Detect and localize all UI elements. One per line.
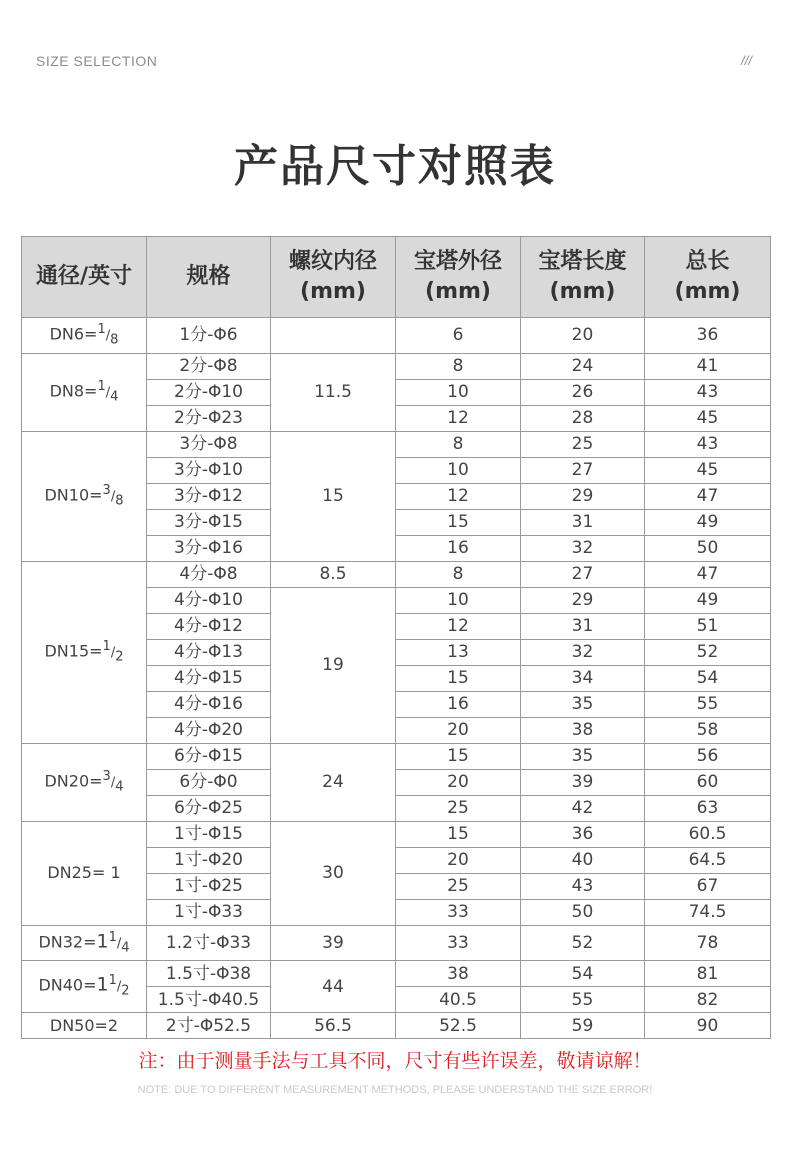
spec-cell: 1.5寸-Φ40.5 bbox=[147, 987, 271, 1013]
fraction-slash: / bbox=[110, 489, 116, 505]
barb-outer-diameter-cell: 12 bbox=[396, 613, 521, 639]
barb-length-cell: 36 bbox=[521, 821, 645, 847]
dn-whole: 1 bbox=[96, 929, 109, 952]
thread-inner-diameter-cell: 30 bbox=[271, 821, 396, 925]
barb-length-cell: 35 bbox=[521, 743, 645, 769]
thread-inner-diameter-cell: 39 bbox=[271, 925, 396, 961]
total-length-cell: 43 bbox=[645, 379, 771, 405]
barb-outer-diameter-cell: 33 bbox=[396, 899, 521, 925]
fraction-slash: / bbox=[105, 328, 111, 344]
table-row bbox=[22, 925, 771, 961]
thread-inner-diameter-cell: 8.5 bbox=[271, 561, 396, 587]
header-label: 通径/英寸 bbox=[35, 264, 133, 289]
nominal-diameter-cell bbox=[22, 353, 147, 431]
header-cell bbox=[645, 237, 771, 318]
nominal-diameter-cell bbox=[22, 561, 147, 743]
table-row bbox=[22, 961, 771, 987]
barb-length-cell: 59 bbox=[521, 1013, 645, 1039]
barb-outer-diameter-cell: 15 bbox=[396, 665, 521, 691]
barb-length-cell: 31 bbox=[521, 613, 645, 639]
barb-outer-diameter-cell: 20 bbox=[396, 847, 521, 873]
note-chinese: 注：由于测量手法与工具不同，尺寸有些许误差，敬请谅解！ bbox=[138, 1050, 652, 1072]
barb-length-cell: 42 bbox=[521, 795, 645, 821]
spec-cell: 3分-Φ15 bbox=[147, 509, 271, 535]
header-cell bbox=[22, 237, 147, 318]
barb-outer-diameter-cell: 25 bbox=[396, 873, 521, 899]
barb-outer-diameter-cell: 15 bbox=[396, 743, 521, 769]
barb-length-cell: 50 bbox=[521, 899, 645, 925]
nominal-diameter-cell bbox=[22, 925, 147, 961]
spec-cell: 6分-Φ0 bbox=[147, 769, 271, 795]
spec-cell: 4分-Φ16 bbox=[147, 691, 271, 717]
header-unit: (mm) bbox=[674, 279, 741, 304]
dn-label: DN8= bbox=[49, 381, 98, 401]
decorative-mark: /// bbox=[741, 53, 752, 68]
spec-cell: 6分-Φ15 bbox=[147, 743, 271, 769]
header-cell bbox=[396, 237, 521, 318]
barb-outer-diameter-cell: 40.5 bbox=[396, 987, 521, 1013]
header-label: 宝塔外径 bbox=[413, 249, 502, 274]
table-row bbox=[22, 431, 771, 457]
nominal-diameter-cell bbox=[22, 1013, 147, 1039]
dn-label: DN50=2 bbox=[49, 1015, 119, 1035]
total-length-cell: 41 bbox=[645, 353, 771, 379]
page-title: 产品尺寸对照表 bbox=[234, 141, 556, 192]
fraction-denominator: 8 bbox=[110, 332, 119, 348]
total-length-cell: 49 bbox=[645, 509, 771, 535]
barb-outer-diameter-cell: 10 bbox=[396, 457, 521, 483]
fraction-denominator: 4 bbox=[115, 779, 124, 795]
total-length-cell: 36 bbox=[645, 318, 771, 354]
spec-cell: 1.2寸-Φ33 bbox=[147, 925, 271, 961]
total-length-cell: 74.5 bbox=[645, 899, 771, 925]
fraction-numerator: 3 bbox=[102, 768, 111, 784]
barb-length-cell: 31 bbox=[521, 509, 645, 535]
fraction-slash: / bbox=[110, 645, 116, 661]
total-length-cell: 58 bbox=[645, 717, 771, 743]
fraction-slash: / bbox=[116, 935, 122, 951]
dn-label: DN25= 1 bbox=[47, 863, 121, 883]
header-unit: (mm) bbox=[425, 279, 491, 304]
thread-inner-diameter-cell: 44 bbox=[271, 961, 396, 1013]
total-length-cell: 60 bbox=[645, 769, 771, 795]
spec-cell: 1寸-Φ15 bbox=[147, 821, 271, 847]
total-length-cell: 82 bbox=[645, 987, 771, 1013]
fraction-slash: / bbox=[110, 775, 116, 791]
barb-outer-diameter-cell: 12 bbox=[396, 483, 521, 509]
barb-outer-diameter-cell: 16 bbox=[396, 535, 521, 561]
spec-cell: 1寸-Φ20 bbox=[147, 847, 271, 873]
table-row bbox=[22, 821, 771, 847]
total-length-cell: 54 bbox=[645, 665, 771, 691]
spec-cell: 4分-Φ15 bbox=[147, 665, 271, 691]
barb-outer-diameter-cell: 20 bbox=[396, 717, 521, 743]
fraction-denominator: 4 bbox=[121, 940, 130, 956]
header-label: 宝塔长度 bbox=[538, 249, 627, 274]
thread-inner-diameter-cell: 56.5 bbox=[271, 1013, 396, 1039]
total-length-cell: 63 bbox=[645, 795, 771, 821]
table-header bbox=[22, 237, 771, 318]
barb-outer-diameter-cell: 15 bbox=[396, 509, 521, 535]
thread-inner-diameter-cell: 11.5 bbox=[271, 353, 396, 431]
total-length-cell: 43 bbox=[645, 431, 771, 457]
total-length-cell: 45 bbox=[645, 457, 771, 483]
barb-outer-diameter-cell: 52.5 bbox=[396, 1013, 521, 1039]
nominal-diameter-cell bbox=[22, 821, 147, 925]
barb-outer-diameter-cell: 8 bbox=[396, 431, 521, 457]
barb-length-cell: 39 bbox=[521, 769, 645, 795]
total-length-cell: 56 bbox=[645, 743, 771, 769]
barb-outer-diameter-cell: 38 bbox=[396, 961, 521, 987]
fraction-numerator: 1 bbox=[97, 378, 106, 394]
barb-outer-diameter-cell: 8 bbox=[396, 353, 521, 379]
nominal-diameter-cell bbox=[22, 743, 147, 821]
spec-cell: 1.5寸-Φ38 bbox=[147, 961, 271, 987]
total-length-cell: 47 bbox=[645, 561, 771, 587]
table-row bbox=[22, 1013, 771, 1039]
barb-outer-diameter-cell: 33 bbox=[396, 925, 521, 961]
spec-cell: 1分-Φ6 bbox=[147, 318, 271, 354]
fraction-numerator: 1 bbox=[97, 322, 106, 337]
barb-outer-diameter-cell: 13 bbox=[396, 639, 521, 665]
fraction-numerator: 1 bbox=[102, 638, 111, 654]
total-length-cell: 47 bbox=[645, 483, 771, 509]
header-unit: (mm) bbox=[300, 279, 366, 304]
barb-length-cell: 32 bbox=[521, 639, 645, 665]
barb-length-cell: 20 bbox=[521, 318, 645, 354]
fraction-denominator: 4 bbox=[110, 389, 119, 405]
barb-outer-diameter-cell: 12 bbox=[396, 405, 521, 431]
table-row bbox=[22, 353, 771, 379]
total-length-cell: 64.5 bbox=[645, 847, 771, 873]
spec-cell: 3分-Φ16 bbox=[147, 535, 271, 561]
table-row bbox=[22, 318, 771, 354]
barb-length-cell: 52 bbox=[521, 925, 645, 961]
total-length-cell: 50 bbox=[645, 535, 771, 561]
thread-inner-diameter-cell bbox=[271, 318, 396, 354]
barb-length-cell: 25 bbox=[521, 431, 645, 457]
barb-outer-diameter-cell: 10 bbox=[396, 379, 521, 405]
table-body bbox=[22, 318, 771, 1039]
nominal-diameter-cell bbox=[22, 318, 147, 354]
spec-cell: 4分-Φ8 bbox=[147, 561, 271, 587]
spec-cell: 3分-Φ8 bbox=[147, 431, 271, 457]
barb-length-cell: 26 bbox=[521, 379, 645, 405]
fraction-numerator: 1 bbox=[108, 929, 117, 945]
fraction-slash: / bbox=[116, 979, 122, 995]
spec-cell: 1寸-Φ25 bbox=[147, 873, 271, 899]
barb-length-cell: 40 bbox=[521, 847, 645, 873]
table-row bbox=[22, 561, 771, 587]
total-length-cell: 90 bbox=[645, 1013, 771, 1039]
dn-label: DN6= bbox=[49, 324, 98, 344]
barb-length-cell: 29 bbox=[521, 587, 645, 613]
header-label: 规格 bbox=[186, 264, 231, 289]
fraction-denominator: 2 bbox=[121, 983, 130, 999]
total-length-cell: 52 bbox=[645, 639, 771, 665]
spec-cell: 4分-Φ13 bbox=[147, 639, 271, 665]
size-table bbox=[21, 236, 771, 1039]
barb-length-cell: 24 bbox=[521, 353, 645, 379]
header-cell bbox=[147, 237, 271, 318]
spec-cell: 4分-Φ20 bbox=[147, 717, 271, 743]
barb-outer-diameter-cell: 25 bbox=[396, 795, 521, 821]
thread-inner-diameter-cell: 19 bbox=[271, 587, 396, 743]
nominal-diameter-cell bbox=[22, 961, 147, 1013]
fraction-numerator: 3 bbox=[102, 482, 111, 498]
barb-length-cell: 27 bbox=[521, 457, 645, 483]
header-row bbox=[22, 237, 771, 318]
total-length-cell: 49 bbox=[645, 587, 771, 613]
barb-length-cell: 43 bbox=[521, 873, 645, 899]
table-row bbox=[22, 743, 771, 769]
barb-length-cell: 32 bbox=[521, 535, 645, 561]
barb-length-cell: 29 bbox=[521, 483, 645, 509]
header-cell bbox=[521, 237, 645, 318]
header-cell bbox=[271, 237, 396, 318]
dn-label: DN40= bbox=[38, 975, 97, 995]
barb-outer-diameter-cell: 10 bbox=[396, 587, 521, 613]
dn-label: DN20= bbox=[44, 771, 103, 791]
spec-cell: 2分-Φ8 bbox=[147, 353, 271, 379]
dn-whole: 1 bbox=[96, 973, 109, 996]
total-length-cell: 51 bbox=[645, 613, 771, 639]
barb-outer-diameter-cell: 15 bbox=[396, 821, 521, 847]
dn-label: DN32= bbox=[38, 931, 97, 951]
fraction-numerator: 1 bbox=[108, 973, 117, 989]
barb-length-cell: 38 bbox=[521, 717, 645, 743]
spec-cell: 2分-Φ23 bbox=[147, 405, 271, 431]
nominal-diameter-cell bbox=[22, 431, 147, 561]
barb-length-cell: 34 bbox=[521, 665, 645, 691]
note-english: NOTE: DUE TO DIFFERENT MEASUREMENT METHODS, PLEASE UNDERSTAND THE SIZE ERROR! bbox=[137, 1084, 653, 1096]
header-label: 螺纹内径 bbox=[288, 249, 377, 274]
barb-length-cell: 35 bbox=[521, 691, 645, 717]
spec-cell: 4分-Φ10 bbox=[147, 587, 271, 613]
spec-cell: 1寸-Φ33 bbox=[147, 899, 271, 925]
barb-outer-diameter-cell: 8 bbox=[396, 561, 521, 587]
spec-cell: 6分-Φ25 bbox=[147, 795, 271, 821]
spec-cell: 2分-Φ10 bbox=[147, 379, 271, 405]
thread-inner-diameter-cell: 15 bbox=[271, 431, 396, 561]
barb-length-cell: 55 bbox=[521, 987, 645, 1013]
total-length-cell: 67 bbox=[645, 873, 771, 899]
fraction-denominator: 8 bbox=[115, 493, 124, 509]
total-length-cell: 45 bbox=[645, 405, 771, 431]
spec-cell: 3分-Φ10 bbox=[147, 457, 271, 483]
header-label: 总长 bbox=[685, 249, 730, 274]
barb-outer-diameter-cell: 20 bbox=[396, 769, 521, 795]
total-length-cell: 81 bbox=[645, 961, 771, 987]
barb-length-cell: 28 bbox=[521, 405, 645, 431]
total-length-cell: 55 bbox=[645, 691, 771, 717]
dn-label: DN10= bbox=[44, 485, 103, 505]
total-length-cell: 60.5 bbox=[645, 821, 771, 847]
barb-length-cell: 54 bbox=[521, 961, 645, 987]
fraction-slash: / bbox=[105, 385, 111, 401]
spec-cell: 4分-Φ12 bbox=[147, 613, 271, 639]
barb-outer-diameter-cell: 6 bbox=[396, 318, 521, 354]
barb-length-cell: 27 bbox=[521, 561, 645, 587]
spec-cell: 3分-Φ12 bbox=[147, 483, 271, 509]
spec-cell: 2寸-Φ52.5 bbox=[147, 1013, 271, 1039]
section-label: SIZE SELECTION bbox=[36, 53, 158, 69]
thread-inner-diameter-cell: 24 bbox=[271, 743, 396, 821]
header-unit: (mm) bbox=[549, 279, 616, 304]
fraction-denominator: 2 bbox=[115, 649, 124, 665]
total-length-cell: 78 bbox=[645, 925, 771, 961]
dn-label: DN15= bbox=[44, 641, 103, 661]
barb-outer-diameter-cell: 16 bbox=[396, 691, 521, 717]
